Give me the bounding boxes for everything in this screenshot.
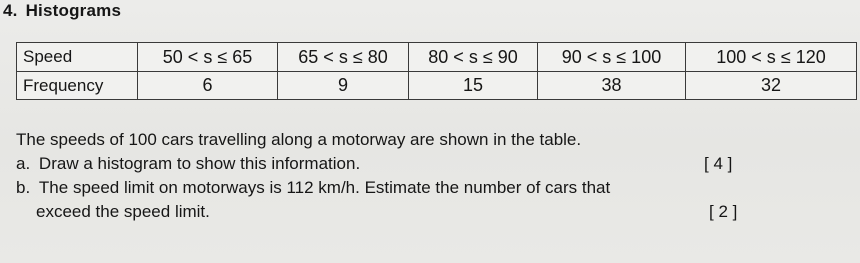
frequency-table xyxy=(16,42,857,100)
part-a-label: a. xyxy=(16,154,31,173)
intro-text: The speeds of 100 cars travelling along a motorway are shown in the table. xyxy=(16,130,582,149)
speed-row xyxy=(17,43,857,72)
question-title: Histograms xyxy=(25,1,122,20)
frequency-row xyxy=(17,72,857,100)
frequency-cell: 15 xyxy=(409,72,538,100)
speed-interval-cell: 80 < s ≤ 90 xyxy=(409,43,538,72)
part-b-text: The speed limit on motorways is 112 km/h. Estimate the number of cars that xyxy=(38,178,611,197)
speed-interval-cell: 90 < s ≤ 100 xyxy=(538,43,686,72)
frequency-cell: 32 xyxy=(686,72,857,100)
frequency-row-header: Frequency xyxy=(17,72,138,100)
part-b-label: b. xyxy=(16,178,31,197)
frequency-cell: 9 xyxy=(278,72,409,100)
part-b-text-continued: exceed the speed limit. xyxy=(36,202,210,221)
part-a-marks: [ 4 ] xyxy=(704,154,733,173)
question-number: 4. xyxy=(3,1,18,20)
speed-interval-cell: 100 < s ≤ 120 xyxy=(686,43,857,72)
frequency-cell: 6 xyxy=(138,72,278,100)
part-b xyxy=(16,176,610,200)
part-a xyxy=(16,152,360,176)
question-heading xyxy=(3,1,121,21)
speed-interval-cell: 65 < s ≤ 80 xyxy=(278,43,409,72)
speed-row-header: Speed xyxy=(17,43,138,72)
speed-interval-cell: 50 < s ≤ 65 xyxy=(138,43,278,72)
frequency-cell: 38 xyxy=(538,72,686,100)
part-b-marks: [ 2 ] xyxy=(709,202,738,221)
part-a-text: Draw a histogram to show this information. xyxy=(38,154,361,173)
